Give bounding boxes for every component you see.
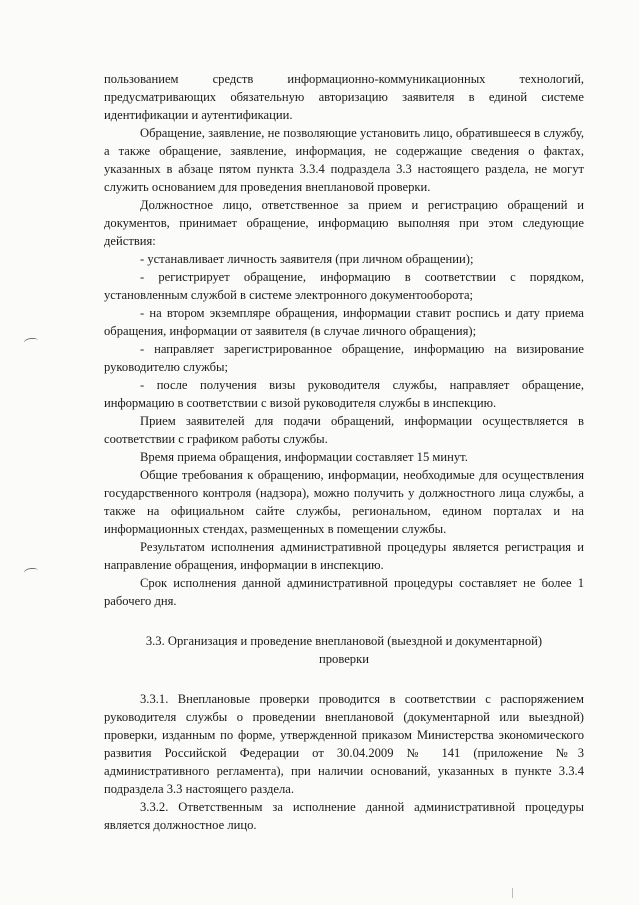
section-heading: 3.3. Организация и проведение внеплановой (выездной и документарной) проверки: [145, 634, 543, 666]
paragraph: Общие требования к обращению, информации, необходимые для осуществления государственного контроля (надзора), можно получить у должностного лица службы, а также на официальном сайте службы, региональном, едином порталах и на информационных стендах, размещенных в помещении службы.: [104, 468, 584, 536]
scan-artifact: [512, 888, 513, 898]
paragraph: Время приема обращения, информации составляет 15 минут.: [140, 450, 468, 464]
paragraph: 3.3.2. Ответственным за исполнение данной административной процедуры является должностное лицо.: [104, 800, 584, 832]
paragraph: пользованием средств информационно-коммуникационных технологий, предусматривающих обязательную авторизацию заявителя в единой системе идентификации и аутентификации.: [104, 72, 584, 122]
list-item: - устанавливает личность заявителя (при личном обращении);: [140, 252, 474, 266]
list-item: - после получения визы руководителя службы, направляет обращение, информацию в соответствии с визой руководителя службы в инспекцию.: [104, 378, 584, 410]
paragraph: Должностное лицо, ответственное за прием и регистрацию обращений и документов, принимает обращение, информацию выполняя при этом следующие действия:: [104, 198, 584, 248]
paragraph: Результатом исполнения административной процедуры является регистрация и направление обращения, информации в инспекцию.: [104, 540, 584, 572]
paragraph: Обращение, заявление, не позволяющие установить лицо, обратившееся в службу, а также обращение, заявление, информация, не содержащие сведения о фактах, указанных в абзаце пятом пункта 3.3.4 подраздела 3.3 настоящего раздела, не могут служить основанием для проведения внеплановой проверки.: [104, 126, 584, 194]
list-item: - на втором экземпляре обращения, информации ставит роспись и дату приема обращения, информации от заявителя (в случае личного обращения);: [104, 306, 584, 338]
list-item: - направляет зарегистрированное обращение, информацию на визирование руководителю службы;: [104, 342, 584, 374]
paragraph: Срок исполнения данной административной процедуры составляет не более 1 рабочего дня.: [104, 576, 584, 608]
document-page: [104, 70, 584, 834]
margin-mark: [24, 567, 39, 576]
margin-mark: [24, 337, 39, 346]
list-item: - регистрирует обращение, информацию в соответствии с порядком, установленным службой в системе электронного документооборота;: [104, 270, 584, 302]
paragraph: Прием заявителей для подачи обращений, информации осуществляется в соответствии с графиком работы службы.: [104, 414, 584, 446]
paragraph: 3.3.1. Внеплановые проверки проводится в соответствии с распоряжением руководителя службы о проведении внеплановой (документарной или выездной) проверки, изданным по форме, утвержденной приказом Министерства экономического развития Российской Федерации от 30.04.2009 № 141 (приложение №3 административного регламента), при наличии оснований, указанных в пункте 3.3.4 подраздела 3.3 настоящего раздела.: [104, 692, 584, 796]
